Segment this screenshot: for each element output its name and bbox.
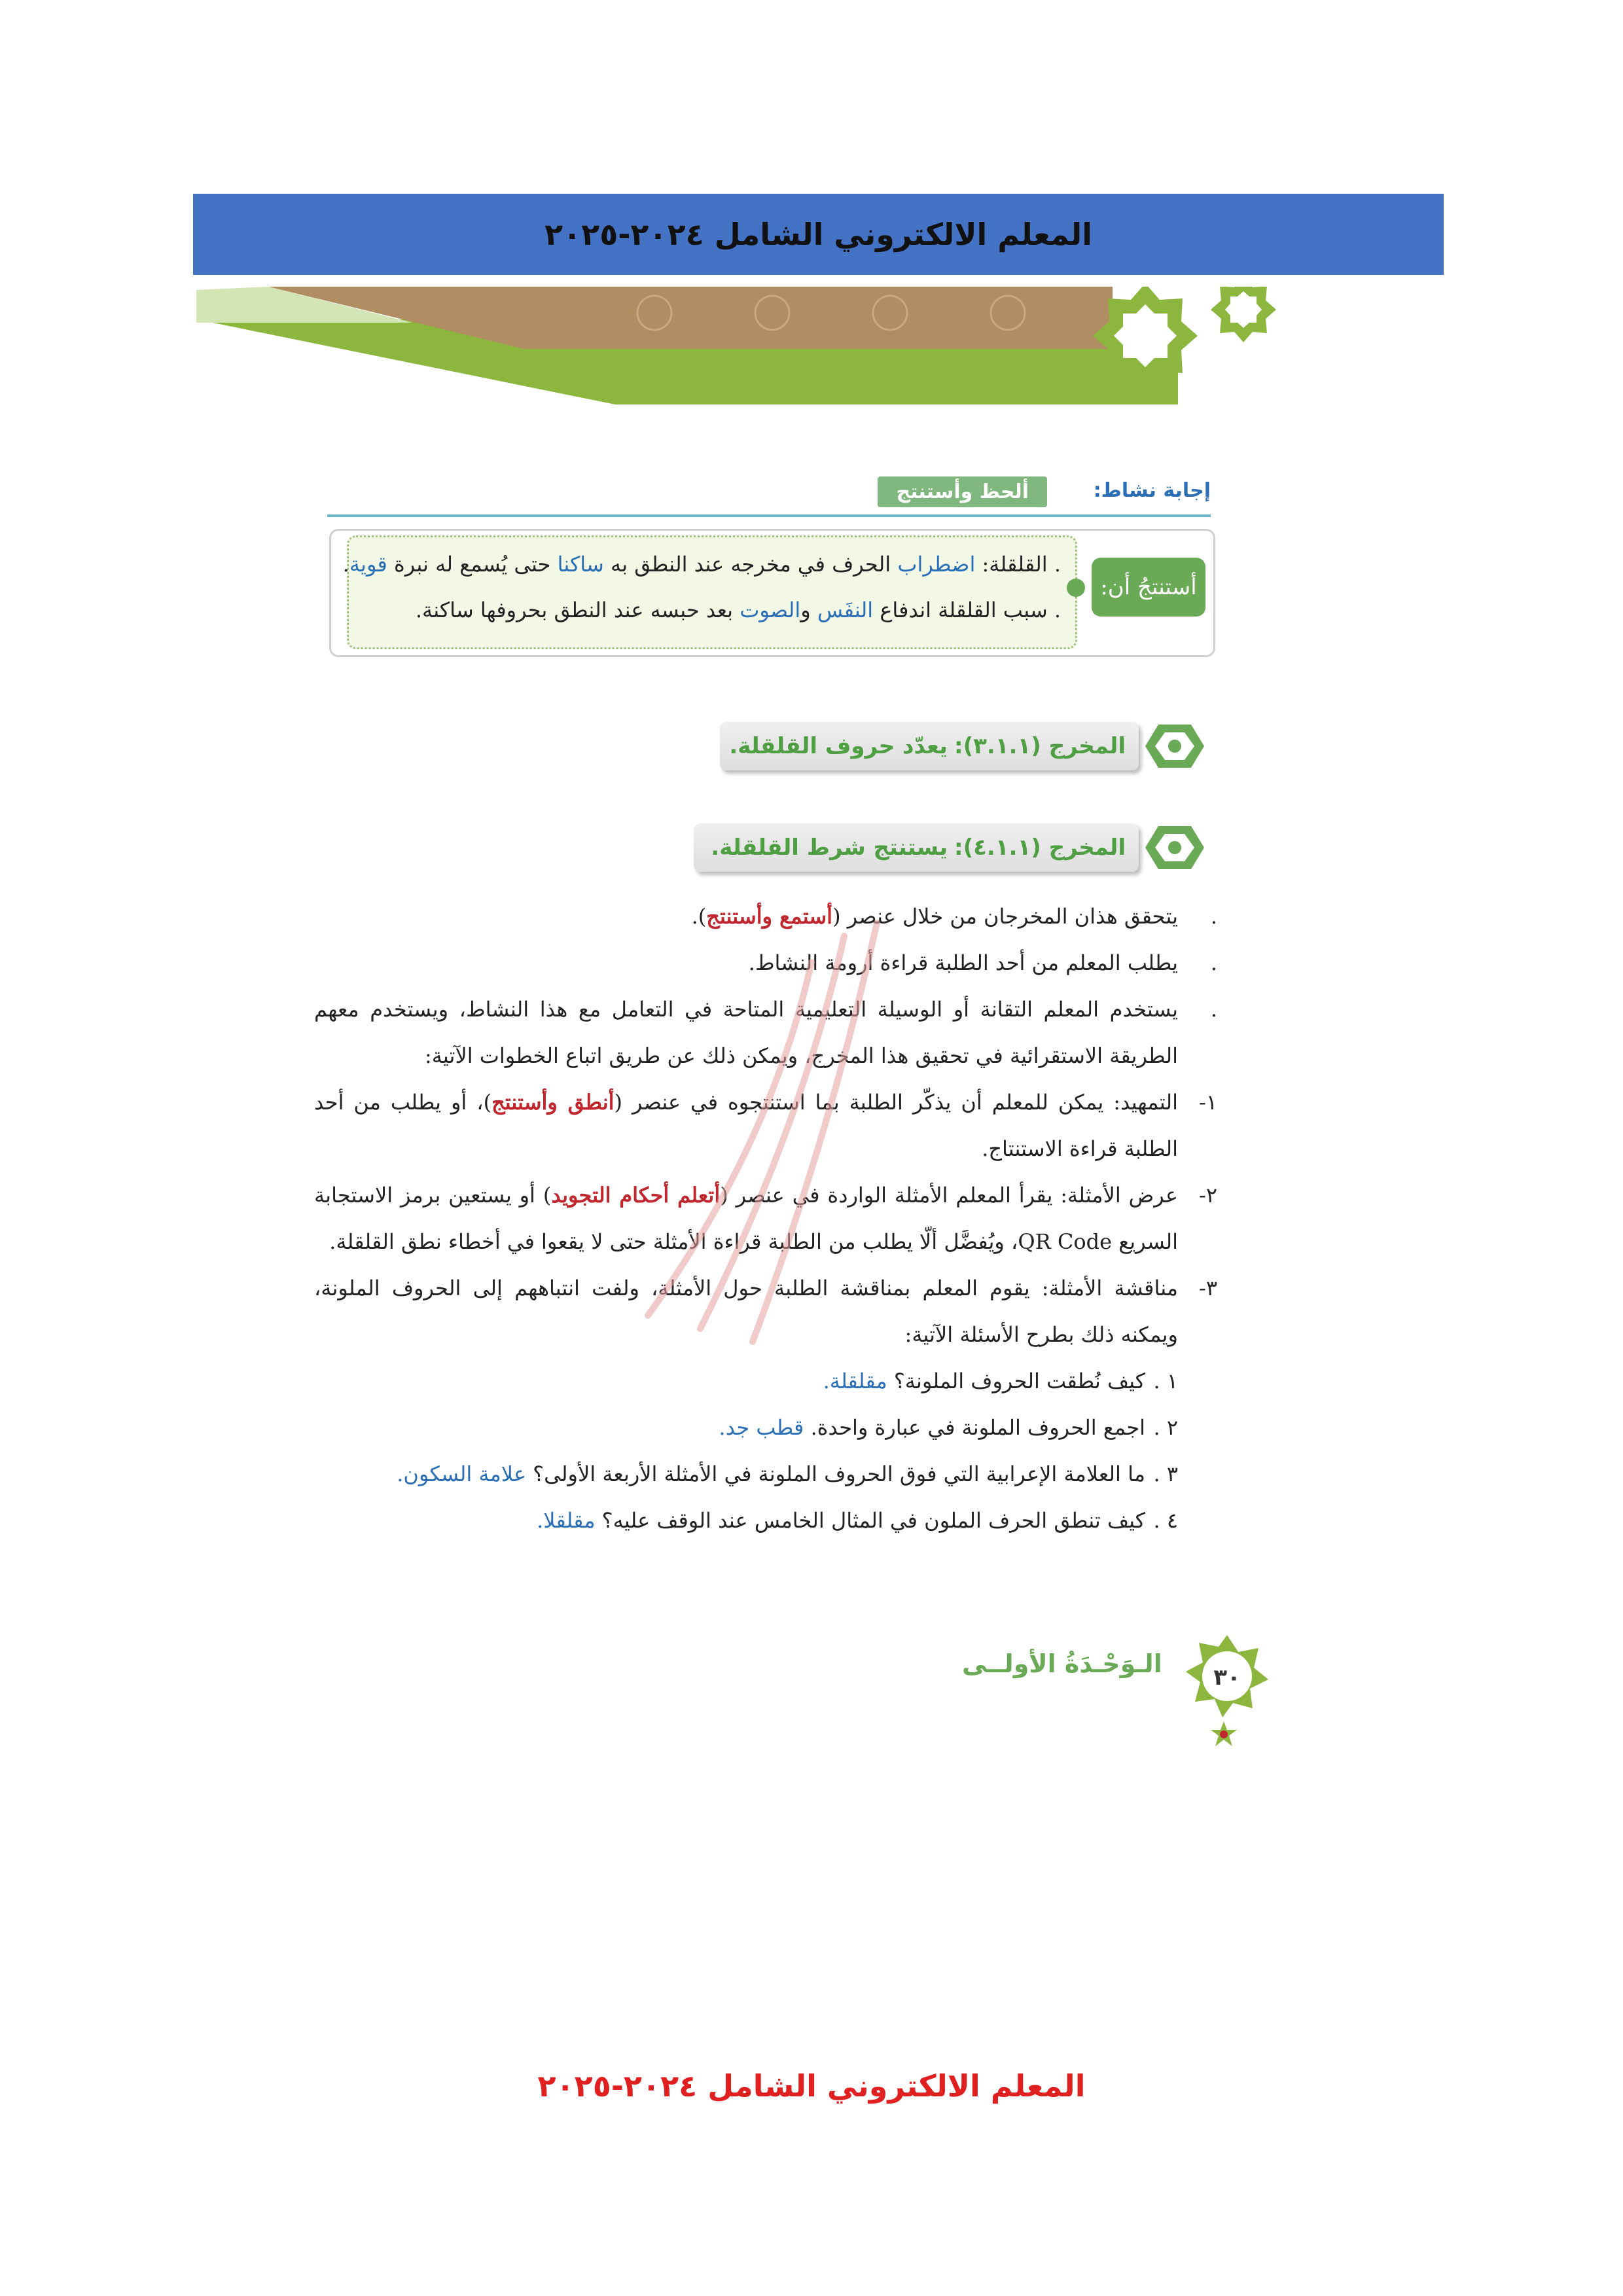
ornament-icon — [1139, 718, 1211, 774]
question-2: ٢ . اجمع الحروف الملونة في عبارة واحدة. قطب جد. — [719, 1415, 1178, 1440]
step-3: ٣- مناقشة الأمثلة: يقوم المعلم بمناقشة الطلبة حول الأمثلة، ولفت انتباههم إلى الحروف الملونة، ويمكنه ذلك بطرح الأسئلة الآتية: — [314, 1276, 1217, 1347]
conclusion-bullet-dot — [1067, 579, 1085, 597]
question-1: ١ . كيف نُطقت الحروف الملونة؟ مقلقلة. — [823, 1369, 1178, 1393]
outcome-1 — [720, 718, 1211, 774]
bullet-1: . يتحقق هذان المخرجان من خلال عنصر (أستمع وأستنتج). — [691, 904, 1217, 929]
activity-name: ألحظ وأستنتج — [878, 476, 1047, 507]
bullet-3: . يستخدم المعلم التقانة أو الوسيلة التعليمية المتاحة في التعامل مع هذا النشاط، ويستخدم معهم الطريقة الاستقرائية في تحقيق هذا المخرج، ويمكن ذلك عن طريق اتباع الخطوات الآتية: — [314, 997, 1217, 1068]
ornament-icon — [1139, 819, 1211, 876]
activity-divider — [327, 514, 1211, 517]
page-number-badge — [1185, 1634, 1270, 1719]
step-1: ١- التمهيد: يمكن للمعلم أن يذكّر الطلبة بما استنتجوه في عنصر (أنطق وأستنتج)، أو يطلب من أحد الطلبة قراءة الاستنتاج. — [314, 1090, 1217, 1161]
activity-label: إجابة نشاط: — [1093, 479, 1211, 502]
question-4: ٤ . كيف تنطق الحرف الملون في المثال الخامس عند الوقف عليه؟ مقلقلا. — [537, 1508, 1178, 1533]
small-star-icon — [1211, 1721, 1237, 1748]
footer-title: المعلم الالكتروني الشامل ٢٠٢٤-٢٠٢٥ — [537, 2068, 1086, 2104]
step-2: ٢- عرض الأمثلة: يقرأ المعلم الأمثلة الواردة في عنصر (أتعلم أحكام التجويد) أو يستعين برمز الاستجابة السريع QR Code، ويُفضَّل ألّا يطلب من الطلبة قراءة الأمثلة حتى لا يقعوا في أخطاء نطق القلقلة. — [314, 1183, 1217, 1254]
decorative-header-strip — [196, 287, 1289, 408]
outcome-2 — [694, 819, 1211, 876]
conclusion-line-1: . القلقلة: اضطراب الحرف في مخرجه عند النطق به ساكنا حتى يُسمع له نبرة قوية. — [342, 552, 1061, 577]
activity-header — [327, 475, 1211, 516]
unit-label: الـوَحْـدَةُ الأولــى — [962, 1649, 1162, 1678]
header-title: المعلم الالكتروني الشامل ٢٠٢٤-٢٠٢٥ — [544, 217, 1092, 252]
outcome-1-banner: المخرج (٣.١.١): يعدّد حروف القلقلة. — [720, 722, 1139, 770]
watermark-stamp — [537, 910, 929, 1368]
conclusion-content — [342, 535, 1077, 649]
bullet-2: . يطلب المعلم من أحد الطلبة قراءة أرومة النشاط. — [748, 950, 1217, 975]
conclusion-tag: أستنتجُ أن: — [1092, 558, 1205, 617]
outcome-2-banner: المخرج (٤.١.١): يستنتج شرط القلقلة. — [694, 823, 1139, 872]
page-number: ٣٠ — [1213, 1664, 1241, 1691]
header-banner — [193, 194, 1444, 275]
question-3: ٣ . ما العلامة الإعرابية التي فوق الحروف الملونة في الأمثلة الأربعة الأولى؟ علامة السكون. — [397, 1462, 1178, 1486]
conclusion-line-2: . سبب القلقلة اندفاع النفَس والصوت بعد حبسه عند النطق بحروفها ساكنة. — [415, 598, 1061, 622]
